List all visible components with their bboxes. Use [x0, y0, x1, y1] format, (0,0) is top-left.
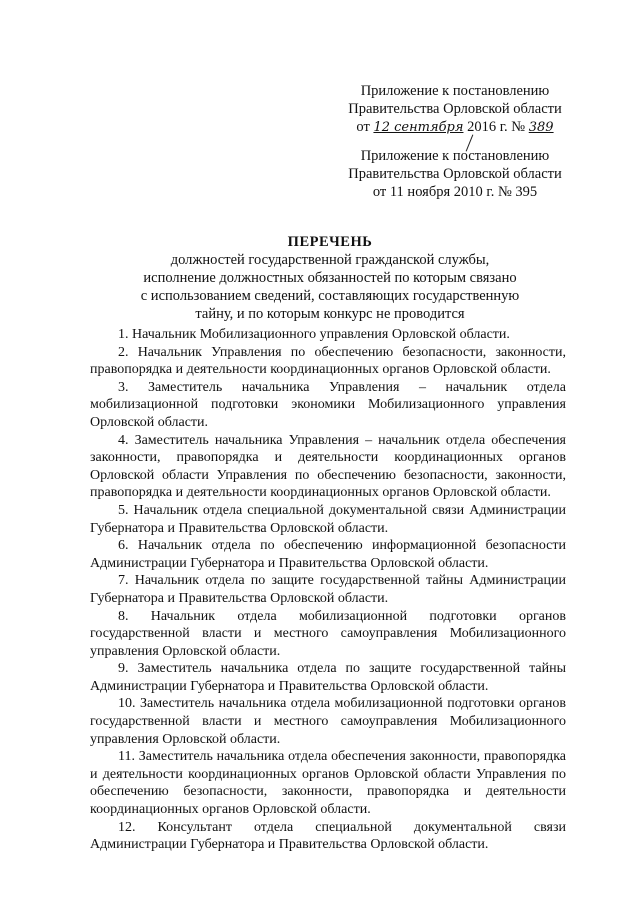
list-item: 1. Начальник Мобилизационного управления Орловской области.	[118, 327, 510, 342]
positions-list	[90, 326, 566, 854]
list-item: 3. Заместитель начальника Управления – начальник отдела мобилизационной подготовки экономики Мобилизационного управления Орловской области.	[90, 379, 566, 430]
list-item: 6. Начальник отдела по обеспечению информационной безопасности Администрации Губернатора и Правительства Орловской области.	[90, 538, 566, 571]
heading-line1: должностей государственной гражданской службы,	[170, 252, 490, 268]
annex-header-old	[330, 147, 580, 201]
document-heading	[120, 233, 540, 323]
list-item: 9. Заместитель начальника отдела по защите государственной тайны Администрации Губернатора и Правительства Орловской области.	[90, 661, 566, 694]
date-year: 2016 г. №	[467, 119, 526, 135]
list-item: 2. Начальник Управления по обеспечению безопасности, законности, правопорядка и деятельности координационных органов Орловской области.	[90, 344, 566, 378]
annex-old-line3: от 11 ноября 2010 г. № 395	[372, 184, 538, 200]
annex-header-new	[330, 82, 580, 137]
date-prefix: от	[356, 119, 370, 135]
annex-new-line1: Приложение к постановлению	[360, 83, 550, 99]
annex-old-line2: Правительства Орловской области	[348, 166, 562, 182]
heading-title: ПЕРЕЧЕНЬ	[287, 234, 373, 250]
list-item: 11. Заместитель начальника отдела обеспечения законности, правопорядка и деятельности координационных органов Орловской области Управления по обеспечению безопасности, законности, правопорядка и деятельности координационных органов Орловской области.	[90, 749, 566, 818]
heading-line3: с использованием сведений, составляющих государственную	[140, 288, 520, 304]
annex-new-line2: Правительства Орловской области	[348, 101, 562, 117]
list-item: 12. Консультант отдела специальной документальной связи Администрации Губернатора и Правительства Орловской области.	[90, 819, 566, 853]
heading-line4: тайну, и по которым конкурс не проводится	[195, 306, 465, 322]
list-item: 4. Заместитель начальника Управления – начальник отдела обеспечения законности, правопорядка и деятельности координационных органов Орловской области Управления по обеспечению безопасности, законности, правопорядка и деятельности координационных органов Орловской области.	[90, 432, 566, 501]
list-item: 7. Начальник отдела по защите государственной тайны Администрации Губернатора и Правительства Орловской области.	[90, 573, 566, 606]
annex-new-date-line	[330, 118, 580, 137]
list-item: 8. Начальник отдела мобилизационной подготовки органов государственной власти и местного самоуправления Мобилизационного управления Орловской области.	[90, 608, 566, 659]
list-item: 5. Начальник отдела специальной документальной связи Администрации Губернатора и Правительства Орловской области.	[90, 502, 566, 536]
handwritten-date: 12 сентября	[373, 120, 464, 135]
heading-line2: исполнение должностных обязанностей по которым связано	[143, 270, 517, 286]
annex-old-line1: Приложение к постановлению	[360, 148, 550, 164]
list-item: 10. Заместитель начальника отдела мобилизационной подготовки органов государственной власти и местного самоуправления Мобилизационного управления Орловской области.	[90, 696, 566, 747]
handwritten-number: 389	[528, 120, 554, 135]
